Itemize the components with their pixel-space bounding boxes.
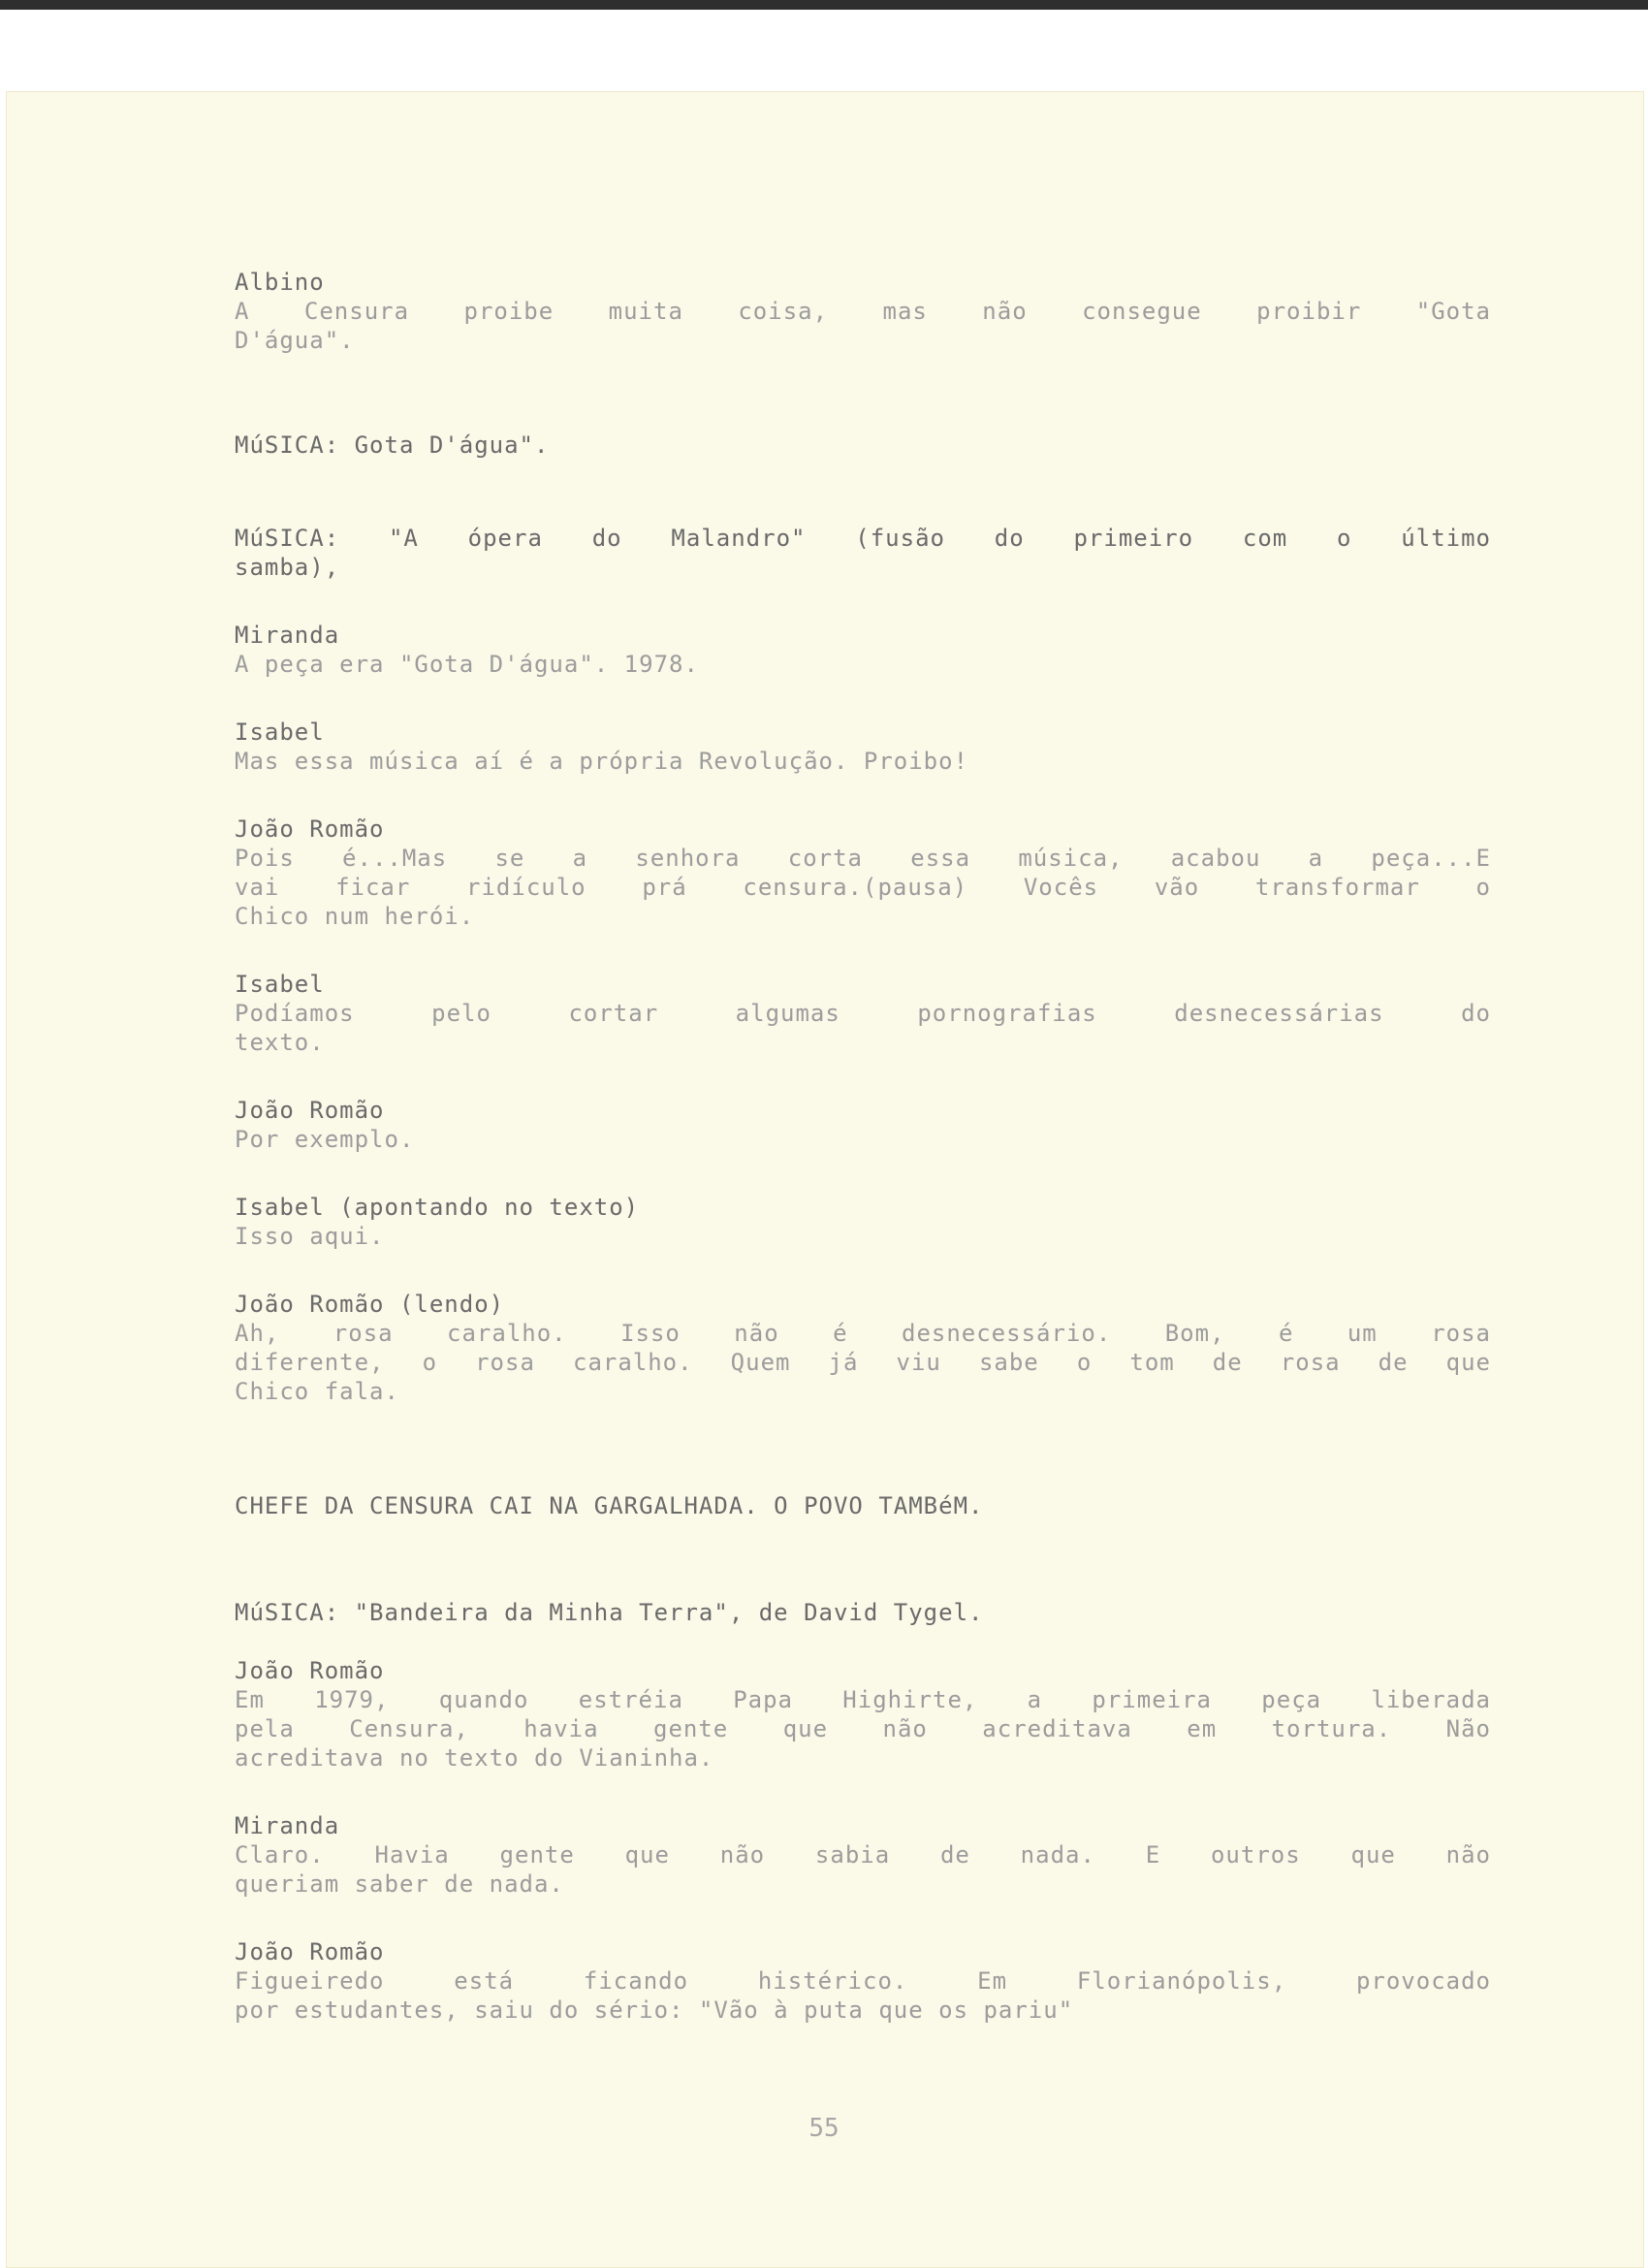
- speaker-name: Isabel (apontando no texto): [235, 1194, 640, 1221]
- dialogue-line: Mas essa música aí é a própria Revolução. Proibo!: [235, 748, 969, 775]
- dialogue-line: Isso aqui.: [235, 1223, 385, 1250]
- dialogue-line: A peça era "Gota D'água". 1978.: [235, 651, 699, 678]
- dialogue-block-miranda: [235, 1811, 1491, 1899]
- stage-direction-music-malandro: [235, 524, 1491, 582]
- dialogue-line: Figueiredo está ficando histérico. Em Florianópolis, provocado: [235, 1967, 1491, 1995]
- dialogue-line: Ah, rosa caralho. Isso não é desnecessário. Bom, é um rosa: [235, 1320, 1491, 1347]
- dialogue-block-joao-romao: [235, 815, 1491, 931]
- direction-line: MúSICA: "Bandeira da Minha Terra", de David Tygel.: [235, 1599, 984, 1626]
- scan-top-edge: [0, 0, 1648, 10]
- dialogue-line: Por exemplo.: [235, 1126, 415, 1153]
- dialogue-line: Chico num herói.: [235, 903, 475, 930]
- speaker-name: João Romão: [235, 815, 385, 843]
- dialogue-line: texto.: [235, 1029, 325, 1056]
- speaker-name: Miranda: [235, 622, 340, 649]
- speaker-name: João Romão: [235, 1097, 385, 1124]
- dialogue-block-joao-romao: [235, 1290, 1491, 1406]
- direction-line: MúSICA: "A ópera do Malandro" (fusão do primeiro com o último: [235, 525, 1491, 552]
- dialogue-line: vai ficar ridículo prá censura.(pausa) Vocês vão transformar o: [235, 874, 1491, 901]
- dialogue-block-isabel: [235, 970, 1491, 1057]
- stage-direction-laughter: [235, 1491, 1491, 1520]
- speaker-name: Miranda: [235, 1812, 340, 1839]
- dialogue-line: diferente, o rosa caralho. Quem já viu sabe o tom de rosa de que: [235, 1349, 1491, 1376]
- direction-line: samba),: [235, 554, 340, 581]
- speaker-name: João Romão (lendo): [235, 1291, 505, 1318]
- stage-direction-music-bandeira: [235, 1598, 1491, 1627]
- dialogue-line: Chico fala.: [235, 1378, 399, 1405]
- speaker-name: Albino: [235, 269, 325, 296]
- stage-direction-music-gota: [235, 431, 1491, 460]
- dialogue-line: Pois é...Mas se a senhora corta essa música, acabou a peça...E: [235, 845, 1491, 872]
- dialogue-block-joao-romao: [235, 1656, 1491, 1773]
- dialogue-line: queriam saber de nada.: [235, 1870, 564, 1898]
- speaker-name: João Romão: [235, 1938, 385, 1965]
- dialogue-line: acreditava no texto do Vianinha.: [235, 1744, 714, 1772]
- dialogue-block-isabel: [235, 1193, 1491, 1251]
- dialogue-line: Em 1979, quando estréia Papa Highirte, a primeira peça liberada: [235, 1686, 1491, 1713]
- dialogue-block-joao-romao: [235, 1937, 1491, 2025]
- speaker-name: Isabel: [235, 719, 325, 746]
- dialogue-block-isabel: [235, 718, 1491, 776]
- direction-line: CHEFE DA CENSURA CAI NA GARGALHADA. O POVO TAMBéM.: [235, 1492, 984, 1519]
- document-page: [6, 91, 1644, 2268]
- dialogue-line: pela Censura, havia gente que não acreditava em tortura. Não: [235, 1715, 1491, 1742]
- direction-line: MúSICA: Gota D'água".: [235, 431, 550, 459]
- dialogue-block-joao-romao: [235, 1096, 1491, 1154]
- page-number: 55: [808, 2114, 840, 2143]
- dialogue-line: por estudantes, saiu do sério: "Vão à puta que os pariu": [235, 1996, 1074, 2024]
- dialogue-block-albino: [235, 268, 1491, 355]
- dialogue-block-miranda: [235, 621, 1491, 679]
- speaker-name: João Romão: [235, 1657, 385, 1684]
- speaker-name: Isabel: [235, 971, 325, 998]
- dialogue-line: D'água".: [235, 327, 355, 354]
- dialogue-line: Claro. Havia gente que não sabia de nada. E outros que não: [235, 1841, 1491, 1869]
- dialogue-line: Podíamos pelo cortar algumas pornografias desnecessárias do: [235, 1000, 1491, 1027]
- dialogue-line: A Censura proibe muita coisa, mas não consegue proibir "Gota: [235, 298, 1491, 325]
